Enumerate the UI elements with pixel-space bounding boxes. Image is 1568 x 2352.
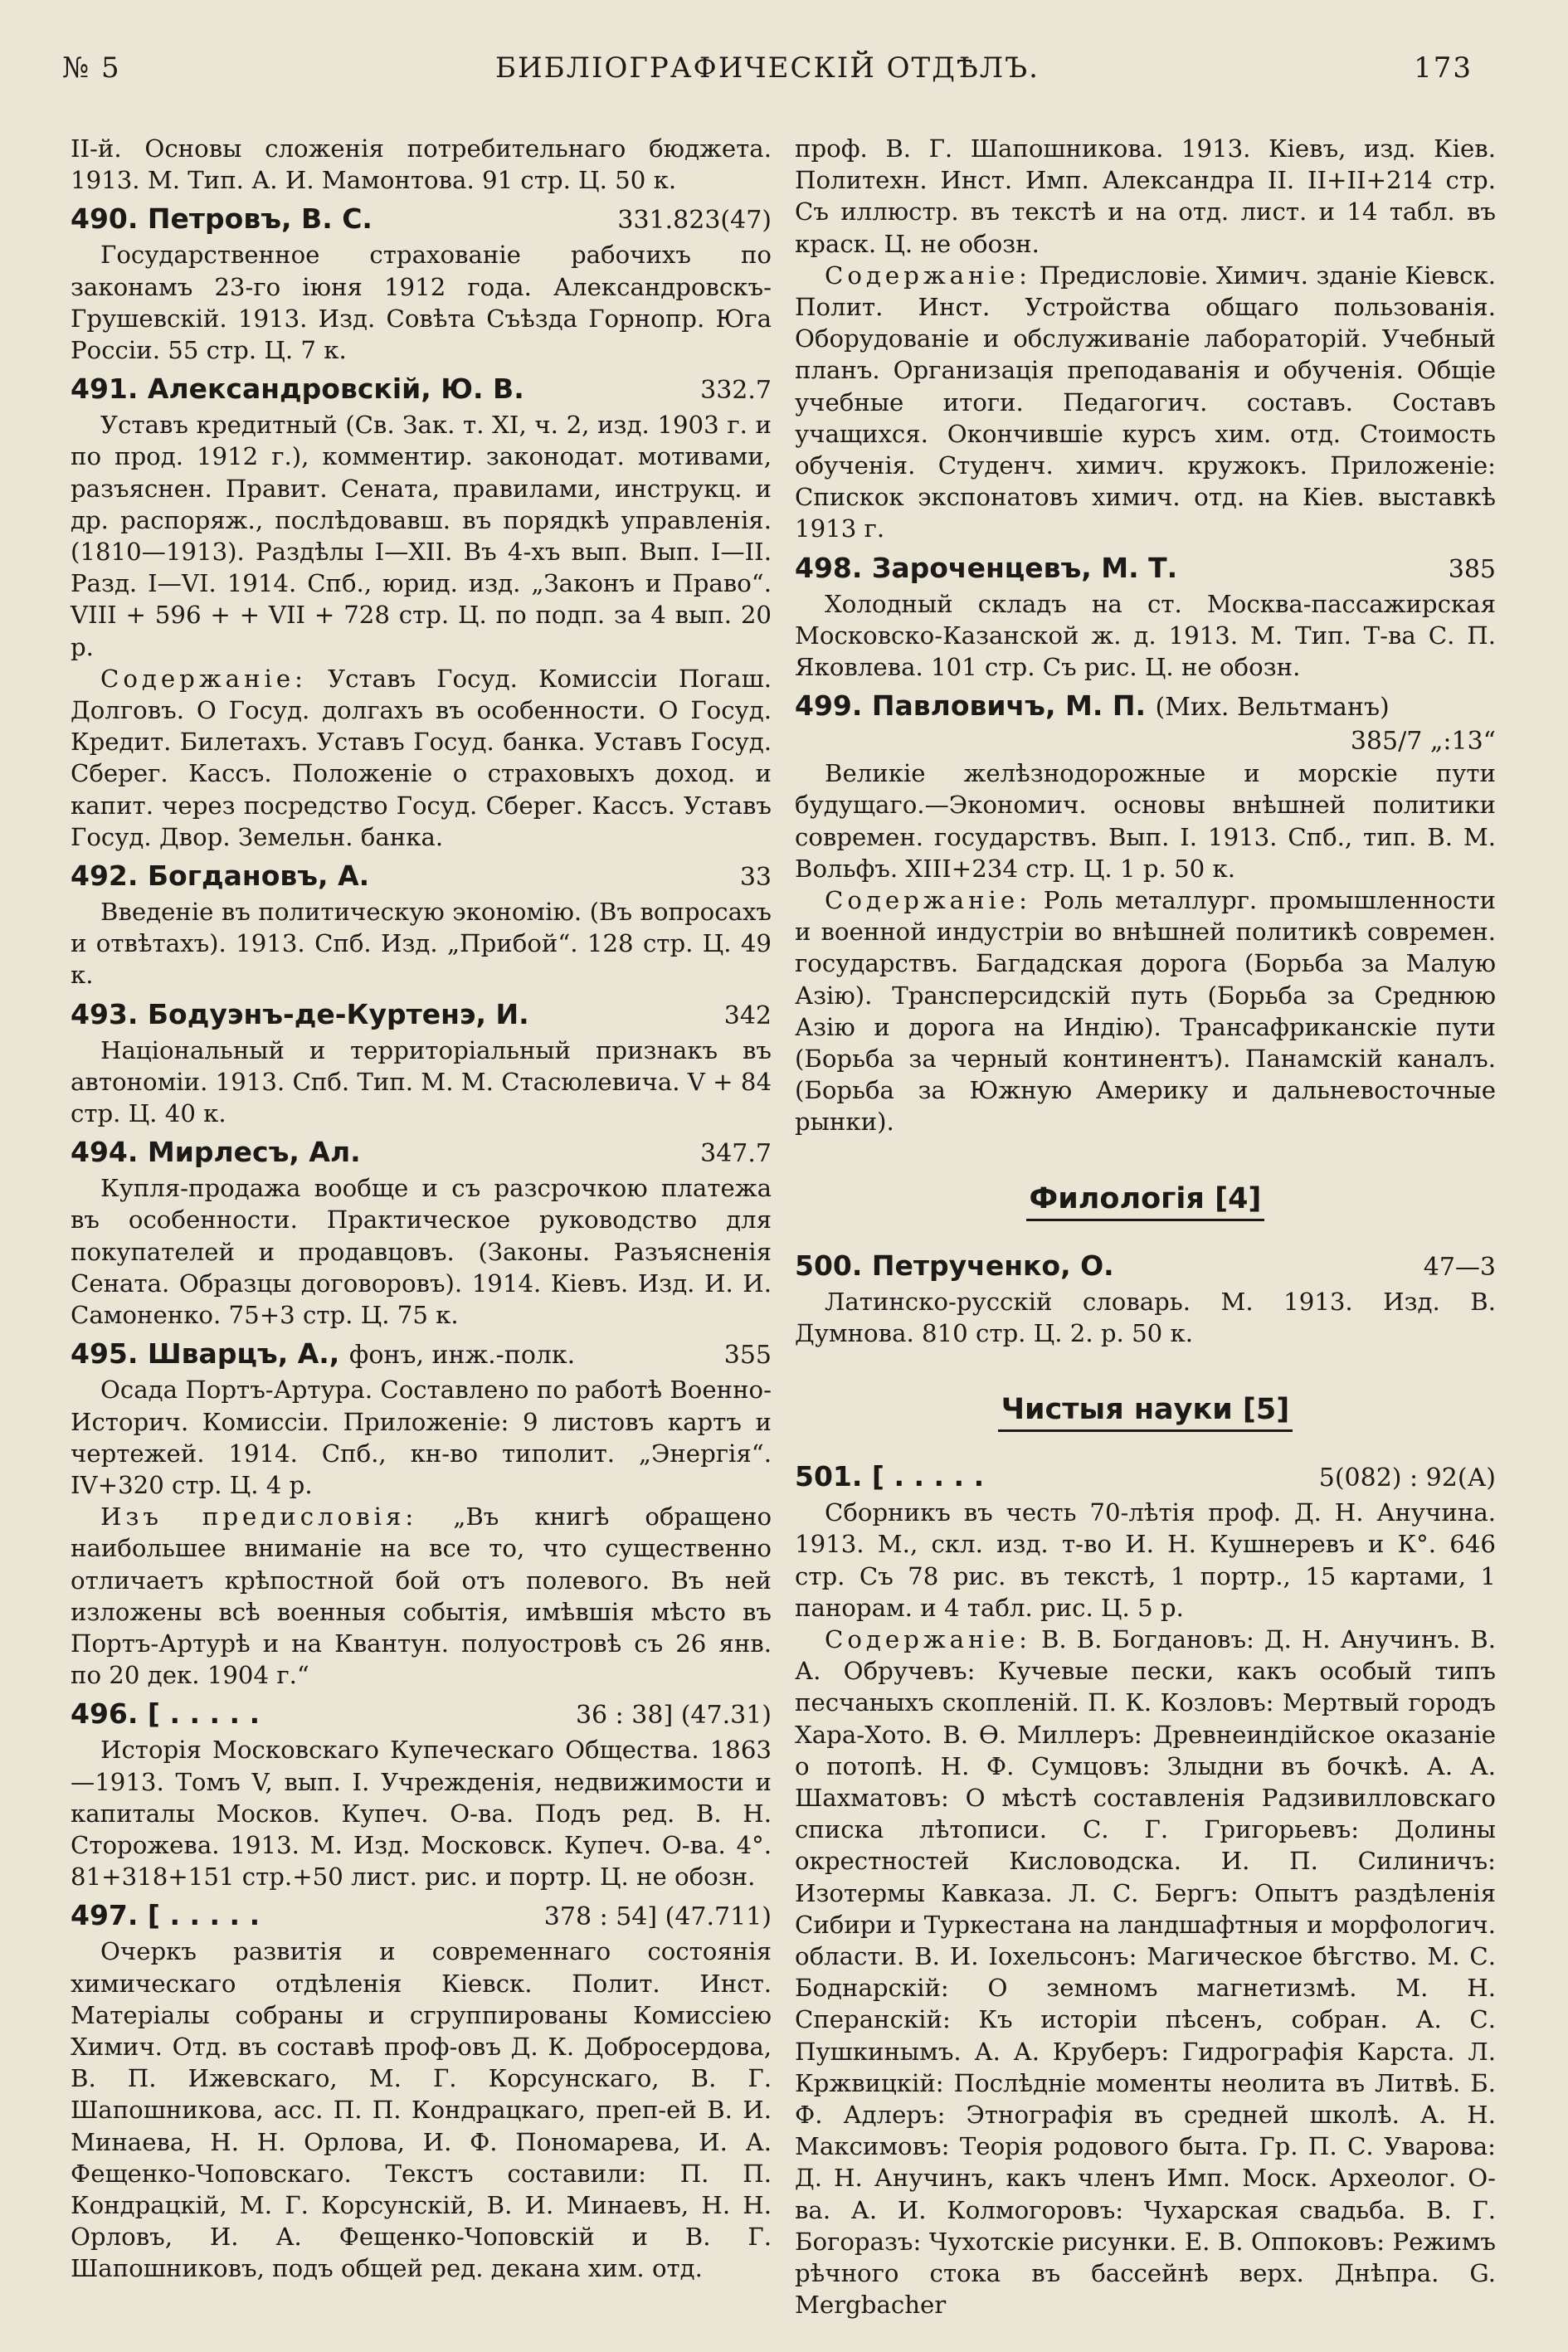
entry-heading-498: 498. Зароченцевъ, М. Т. 385 bbox=[795, 550, 1496, 588]
entry-contents: Содержаніе: Уставъ Госуд. Комиссіи Погаш. Долговъ. О Госуд. долгахъ въ особенности. О Госуд. Кредит. Билетахъ. Уставъ Госуд. банка. Уставъ Госуд. Сберег. Кассъ. Положеніе о страховыхъ доход. и капит. через посредство Госуд. Сберег. Кассъ. Уставъ Госуд. Двор. Земельн. банка. bbox=[71, 664, 772, 851]
entry-heading-494: 494. Мирлесъ, Ал. 347.7 bbox=[71, 1134, 772, 1172]
section-title: БИБЛIОГРАФИЧЕСКIЙ ОТДѢЛЪ. bbox=[495, 51, 1040, 85]
classification: 332.7 bbox=[700, 376, 772, 406]
page-number: 173 bbox=[1414, 51, 1473, 85]
entry-text: Уставъ кредитный (Св. Зак. т. XI, ч. 2, изд. 1903 г. и по прод. 1912 г.), комментир. законодат. мотивами, разъяснен. Правит. Сената, правилами, инструкц. и др. распоряж., послѣдовавш. въ порядкѣ управленія. (1810—1913). Раздѣлы I—XII. Въ 4-хъ вып. Вып. I—II. Разд. I—VI. 1914. Спб., юрид. изд. „Законъ и Право“. VIII + 596 + + VII + 728 стр. Ц. по подп. за 4 вып. 20 р. bbox=[71, 411, 772, 661]
contents-label: Содержаніе: bbox=[825, 886, 1031, 915]
classification: 5(082) : 92(А) bbox=[1318, 1463, 1496, 1493]
entry-heading-493: 493. Бодуэнъ-де-Куртенэ, И. 342 bbox=[71, 996, 772, 1035]
entry-continuation: II-й. Основы сложенія потребительнаго бюджета. 1913. М. Тип. А. И. Мамонтова. 91 стр. Ц. 50 к. bbox=[71, 134, 772, 195]
classification: 342 bbox=[723, 1001, 772, 1030]
running-header bbox=[62, 51, 1473, 93]
issue-number: № 5 bbox=[62, 51, 121, 85]
contents-label: Содержаніе: bbox=[825, 261, 1031, 290]
contents-label: Содержаніе: bbox=[100, 664, 307, 693]
classification: 331.823(47) bbox=[617, 206, 772, 236]
entry-heading-501: 501. [ . . . . . 5(082) : 92(А) bbox=[795, 1458, 1496, 1497]
entry-text: Сборникъ въ честь 70-лѣтія проф. Д. Н. Анучина. 1913. М., скл. изд. т-во И. Н. Кушнеревъ и К°. 646 стр. Съ 78 рис. въ текстѣ, 1 портр., 15 картами, 1 панорам. и 4 табл. рис. Ц. 5 р. bbox=[795, 1498, 1496, 1622]
left-column bbox=[71, 133, 772, 2285]
entry-contents: Содержаніе: Роль металлург. промышленности и военной индустріи во внѣшней политикѣ современ. государствъ. Багдадская дорога (Борьба за Малую Азію). Трансперсидскій путь (Борьба за Среднюю Азію и дорога на Индію). Трансафриканскіе пути (Борьба за черный континентъ). Панамскій каналъ. (Борьба за Южную Америку и дальневосточные рынки). bbox=[795, 886, 1496, 1137]
classification: 378 : 54] (47.711) bbox=[543, 1902, 772, 1932]
entry-heading-496: 496. [ . . . . . 36 : 38] (47.31) bbox=[71, 1696, 772, 1734]
section-heading-philology: Филологія [4] bbox=[795, 1178, 1496, 1220]
entry-contents: Содержаніе: Предисловіе. Химич. зданіе Кіевск. Полит. Инст. Устройства общаго пользованія. Оборудованіе и обслуживаніе лабораторій. Учебный планъ. Организація преподаванія и обученія. Общіе учебные итоги. Педагогич. составъ. Составъ учащихся. Окончившіе курсъ хим. отд. Стоимость обученія. Студенч. химич. кружокъ. Приложеніе: Спискок экспонатовъ химич. отд. на Кіев. выставкѣ 1913 г. bbox=[795, 261, 1497, 543]
entry-text: Введеніе въ политическую экономію. (Въ вопросахъ и отвѣтахъ). 1913. Спб. Изд. „Прибой“. 128 стр. Ц. 49 к. bbox=[71, 898, 772, 990]
classification: 385 bbox=[1448, 554, 1496, 584]
entry-heading-491: 491. Александровскій, Ю. В. 332.7 bbox=[71, 371, 772, 409]
entry-heading-492: 492. Богдановъ, А. 33 bbox=[71, 858, 772, 896]
contents-label: Содержаніе: bbox=[825, 1624, 1031, 1653]
author-note: фонъ, инж.-полк. bbox=[348, 1341, 576, 1371]
entry-heading-490: 490. Петровъ, В. С. 331.823(47) bbox=[71, 201, 772, 239]
section-heading-pure-sciences: Чистыя науки [5] bbox=[795, 1389, 1496, 1430]
entry-heading-495: 495. Шварцъ, А., фонъ, инж.-полк. 355 bbox=[71, 1336, 772, 1374]
classification: 385/7 „:13“ bbox=[1350, 727, 1496, 757]
entry-preface: Изъ предисловія: „Въ книгѣ обращено наибольшее вниманіе на все то, что существенно отличаетъ крѣпостной бой отъ полевого. Въ ней изложены всѣ военныя событія, имѣвшія мѣсто въ Портъ-Артурѣ и на Квантун. полуостровѣ съ 26 янв. по 20 дек. 1904 г.“ bbox=[71, 1502, 772, 1690]
entry-text: Очеркъ развитія и современнаго состоянія химическаго отдѣленія Кіевск. Полит. Инст. Матеріалы собраны и сгруппированы Комиссіею Химич. Отд. въ составѣ проф-овъ Д. К. Добросердова, В. П. Ижевскаго, М. Г. Корсунскаго, В. Г. Шапошникова, асс. П. П. Кондрацкаго, преп-ей В. И. Минаева, Н. Н. Орлова, И. Ф. Пономарева, И. А. Фещенко-Чоповскаго. Текстъ составили: П. П. Кондрацкій, М. Г. Корсунскій, В. И. Минаевъ, Н. Н. Орловъ, И. А. Фещенко-Чоповскій и В. Г. Шапошниковъ, подъ общей ред. декана хим. отд. bbox=[71, 1937, 772, 2283]
entry-heading-497: 497. [ . . . . . 378 : 54] (47.711) bbox=[71, 1897, 772, 1936]
classification: 355 bbox=[723, 1341, 772, 1371]
right-column bbox=[795, 133, 1496, 2320]
classification: 47—3 bbox=[1423, 1252, 1496, 1282]
classification: 36 : 38] (47.31) bbox=[575, 1701, 772, 1731]
entry-text: Великіе желѣзнодорожные и морскіе пути будущаго.—Экономич. основы внѣшней политики современ. государствъ. Вып. I. 1913. Спб., тип. В. М. Вольфъ. XIII+234 стр. Ц. 1 р. 50 к. bbox=[795, 759, 1496, 883]
preface-label: Изъ предисловія: bbox=[100, 1502, 418, 1531]
entry-text: Холодный складъ на ст. Москва-пассажирская Московско-Казанской ж. д. 1913. М. Тип. Т-ва С. П. Яковлева. 101 стр. Съ рис. Ц. не обозн. bbox=[795, 589, 1496, 682]
entry-text: Государственное страхованіе рабочихъ по законамъ 23-го іюня 1912 года. Александровскъ-Грушевскій. 1913. Изд. Совѣта Съѣзда Горнопр. Юга Россіи. 55 стр. Ц. 7 к. bbox=[71, 241, 772, 365]
entry-text: Купля-продажа вообще и съ разсрочкою платежа въ особенности. Практическое руководство для покупателей и продавцовъ. (Законы. Разъясненія Сената. Образцы договоровъ). 1914. Кіевъ. Изд. И. И. Самоненко. 75+3 стр. Ц. 75 к. bbox=[71, 1174, 772, 1330]
classification: 33 bbox=[739, 863, 772, 893]
entry-heading-499: 499. Павловичъ, М. П. (Мих. Вельтманъ) bbox=[795, 689, 1390, 723]
entry-text: Осада Портъ-Артура. Составлено по работѣ Военно-Историч. Комиссіи. Приложеніе: 9 листовъ картъ и чертежей. 1914. Спб., кн-во типолит. „Энергія“. IV+320 стр. Ц. 4 р. bbox=[71, 1376, 772, 1499]
entry-text: Исторія Московскаго Купеческаго Общества. 1863—1913. Томъ V, вып. I. Учрежденія, недвижимости и капиталы Москов. Купеч. О-ва. Подъ ред. В. Н. Сторожева. 1913. М. Изд. Московск. Купеч. О-ва. 4°. 81+318+151 стр.+50 лист. рис. и портр. Ц. не обозн. bbox=[71, 1736, 772, 1892]
entry-continuation: проф. В. Г. Шапошникова. 1913. Кіевъ, изд. Кіев. Политехн. Инст. Имп. Александра II. II+II+214 стр. Съ иллюстр. въ текстѣ и на отд. лист. и 14 табл. въ краск. Ц. не обозн. bbox=[795, 134, 1496, 258]
entry-heading-500: 500. Петрученко, О. 47—3 bbox=[795, 1248, 1496, 1286]
entry-contents: Содержаніе: В. В. Богдановъ: Д. Н. Анучинъ. В. А. Обручевъ: Кучевые пески, какъ особый типъ песчаныхъ скопленій. П. К. Козловъ: Мертвый городъ Хара-Хото. В. Ѳ. Миллеръ: Древнеиндійское оказаніе о потопѣ. Н. Ф. Сумцовъ: Злыдни въ бочкѣ. А. А. Шахматовъ: О мѣстѣ составленія Радзивилловскаго списка лѣтописи. С. Г. Григорьевъ: Долины окрестностей Кисловодска. И. П. Силиничъ: Изотермы Кавказа. Л. С. Бергъ: Опытъ раздѣленія Сибири и Туркестана на ландшафтныя и морфологич. области. В. И. Іохельсонъ: Магическое бѣгство. М. С. Боднарскій: О земномъ магнетизмѣ. М. Н. Сперанскій: Къ исторіи пѣсенъ, собран. А. С. Пушкинымъ. А. А. Круберъ: Гидрографія Карста. Л. Кржвицкій: Послѣдніе моменты неолита въ Литвѣ. Б. Ф. Адлеръ: Этнографія въ средней школѣ. А. Н. Максимовъ: Теорія родового быта. Гр. П. С. Уварова: Д. Н. Анучинъ, какъ членъ Имп. Моск. Археолог. О-ва. А. И. Колмогоровъ: Чухарская свадьба. В. Г. Богоразъ: Чухотскіе рисунки. Е. В. Оппоковъ: Режимъ рѣчного стока въ бассейнѣ верх. Днѣпра. G. Mergbacher bbox=[795, 1624, 1496, 2320]
entry-text: Латинско-русскій словарь. М. 1913. Изд. В. Думнова. 810 стр. Ц. 2. р. 50 к. bbox=[795, 1287, 1496, 1347]
entry-text: Національный и территоріальный признакъ въ автономіи. 1913. Спб. Тип. М. М. Стасюлевича. V + 84 стр. Ц. 40 к. bbox=[71, 1035, 772, 1128]
classification: 347.7 bbox=[700, 1139, 772, 1169]
author-note: (Мих. Вельтманъ) bbox=[1155, 693, 1390, 723]
